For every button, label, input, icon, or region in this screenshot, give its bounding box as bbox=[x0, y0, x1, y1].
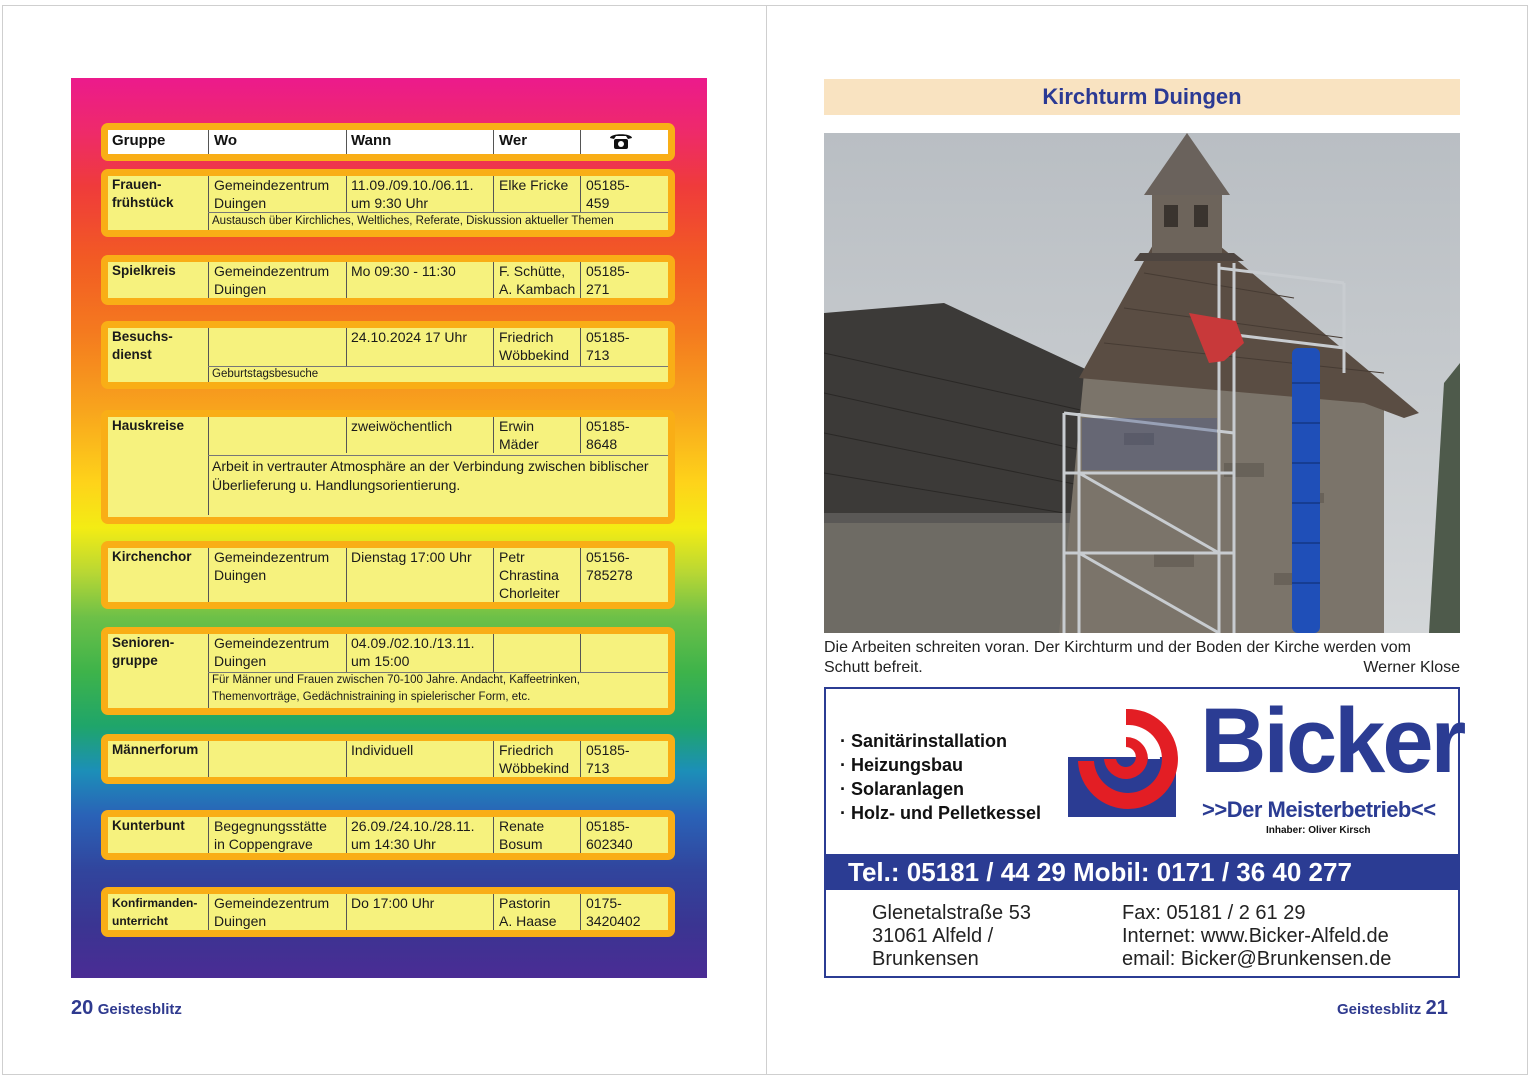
cell-gruppe: Spielkreis bbox=[112, 263, 176, 278]
service-item: · Heizungsbau bbox=[840, 753, 1041, 777]
cell-wann: Mo 09:30 - 11:30 bbox=[351, 263, 456, 279]
cell-gruppe: Frauen- frühstück bbox=[112, 177, 174, 210]
cell-tel: 05185- 713 bbox=[586, 329, 630, 363]
service-item: · Solaranlagen bbox=[840, 777, 1041, 801]
cell-tel: 05185- 459 bbox=[586, 177, 630, 211]
address-block bbox=[872, 902, 1031, 971]
contact-block bbox=[1122, 902, 1391, 971]
contact-email-link[interactable]: email: Bicker@Brunkensen.de bbox=[1122, 948, 1392, 970]
header-wer: Wer bbox=[499, 132, 528, 149]
page-number: 20 bbox=[71, 997, 94, 1019]
service-list bbox=[840, 729, 1041, 825]
cell-wo: Gemeindezentrum Duingen bbox=[214, 635, 330, 669]
right-page-footer bbox=[1337, 997, 1448, 1020]
bicker-swirl-icon bbox=[1066, 697, 1196, 822]
caption-text: Die Arbeiten schreiten voran. Der Kirchturm und der Boden der Kirche werden vom Schutt befreit. bbox=[824, 639, 1411, 676]
address-line: Glenetalstraße 53 bbox=[872, 902, 1031, 924]
cell-wer: Elke Fricke bbox=[499, 177, 569, 193]
phone-bar: Tel.: 05181 / 44 29 Mobil: 0171 / 36 40 277 bbox=[826, 854, 1458, 890]
table-row bbox=[101, 255, 675, 305]
left-page-footer bbox=[71, 997, 182, 1020]
bicker-logo bbox=[1066, 690, 1464, 839]
cell-gruppe: Hauskreise bbox=[112, 418, 185, 433]
cell-gruppe: Konfirmanden- unterricht bbox=[112, 896, 198, 928]
cell-wer: F. Schütte, A. Kambach bbox=[499, 263, 576, 297]
cell-wo: Gemeindezentrum Duingen bbox=[214, 177, 330, 211]
cell-wann: zweiwöchentlich bbox=[351, 418, 453, 434]
cell-tel: 05156- 785278 bbox=[586, 549, 633, 583]
cell-gruppe: Kirchenchor bbox=[112, 549, 192, 564]
table-row bbox=[101, 541, 675, 609]
table-header bbox=[101, 123, 675, 161]
cell-wann: 11.09./09.10./06.11. um 9:30 Uhr bbox=[351, 177, 474, 211]
row-note: Austausch über Kirchliches, Weltliches, Referate, Diskussion aktueller Themen bbox=[212, 215, 614, 227]
cell-tel: 0175- 3420402 bbox=[586, 895, 641, 929]
cell-wann: Individuell bbox=[351, 742, 414, 758]
cell-gruppe: Männerforum bbox=[112, 742, 199, 757]
church-tower-photo bbox=[824, 133, 1460, 633]
row-note: Geburtstagsbesuche bbox=[212, 368, 319, 380]
photo-caption bbox=[824, 638, 1460, 678]
cell-gruppe: Kunterbunt bbox=[112, 818, 185, 833]
brand-name: Bicker bbox=[1200, 690, 1464, 792]
table-row bbox=[101, 734, 675, 784]
cell-gruppe: Besuchs- dienst bbox=[112, 329, 173, 362]
article-title: Kirchturm Duingen bbox=[824, 79, 1460, 115]
header-wo: Wo bbox=[214, 132, 238, 149]
cell-wo: Gemeindezentrum Duingen bbox=[214, 263, 330, 297]
table-row bbox=[101, 627, 675, 715]
caption-author: Werner Klose bbox=[1363, 659, 1460, 676]
cell-wo: Gemeindezentrum Duingen bbox=[214, 895, 330, 929]
table-row bbox=[101, 810, 675, 860]
cell-wer: Pastorin A. Haase bbox=[499, 895, 557, 929]
service-item: · Holz- und Pelletkessel bbox=[840, 801, 1041, 825]
telephone-icon bbox=[608, 131, 634, 158]
cell-wer: Friedrich Wöbbekind bbox=[499, 329, 570, 363]
table-row bbox=[101, 321, 675, 389]
service-item: · Sanitärinstallation bbox=[840, 729, 1041, 753]
magazine-name: Geistesblitz bbox=[97, 1001, 182, 1018]
cell-tel: 05185- 8648 bbox=[586, 418, 630, 452]
cell-tel: 05185- 271 bbox=[586, 263, 630, 297]
cell-wann: Dienstag 17:00 Uhr bbox=[351, 549, 472, 565]
brand-owner: Inhaber: Oliver Kirsch bbox=[1266, 825, 1371, 836]
magazine-name: Geistesblitz bbox=[1337, 1001, 1422, 1018]
cell-gruppe: Senioren- gruppe bbox=[112, 635, 175, 668]
cell-wo: Gemeindezentrum Duingen bbox=[214, 549, 330, 583]
address-line: 31061 Alfeld / bbox=[872, 925, 994, 947]
cell-wer: Erwin Mäder bbox=[499, 418, 539, 452]
cell-tel: 05185- 713 bbox=[586, 742, 630, 776]
cell-wer: Petr Chrastina Chorleiter bbox=[499, 549, 560, 601]
address-line: Brunkensen bbox=[872, 948, 979, 970]
contact-website-link[interactable]: Internet: www.Bicker-Alfeld.de bbox=[1122, 925, 1389, 947]
header-wann: Wann bbox=[351, 132, 392, 149]
row-note: Arbeit in vertrauter Atmosphäre an der Verbindung zwischen biblischer Überlieferung u. Handlungsorientierung. bbox=[212, 458, 649, 493]
cell-wann: 04.09./02.10./13.11. um 15:00 bbox=[351, 635, 475, 669]
row-note: Für Männer und Frauen zwischen 70-100 Jahre. Andacht, Kaffeetrinken, Themenvorträge, Gedächnistraining in spielerischer Form, etc. bbox=[212, 674, 581, 703]
contact-fax: Fax: 05181 / 2 61 29 bbox=[1122, 902, 1306, 924]
table-row bbox=[101, 169, 675, 237]
table-row bbox=[101, 410, 675, 524]
brand-tagline: >>Der Meisterbetrieb<< bbox=[1202, 797, 1436, 822]
cell-wo: Begegnungsstätte in Coppengrave bbox=[214, 818, 327, 852]
cell-wann: Do 17:00 Uhr bbox=[351, 895, 435, 911]
cell-wer: Friedrich Wöbbekind bbox=[499, 742, 570, 776]
bicker-advertisement bbox=[824, 687, 1464, 978]
page-number: 21 bbox=[1425, 997, 1448, 1019]
cell-wer: Renate Bosum bbox=[499, 818, 545, 852]
header-gruppe: Gruppe bbox=[112, 132, 166, 149]
cell-wann: 24.10.2024 17 Uhr bbox=[351, 329, 467, 345]
cell-tel: 05185- 602340 bbox=[586, 818, 633, 852]
cell-wann: 26.09./24.10./28.11. um 14:30 Uhr bbox=[351, 818, 475, 852]
table-row bbox=[101, 887, 675, 937]
